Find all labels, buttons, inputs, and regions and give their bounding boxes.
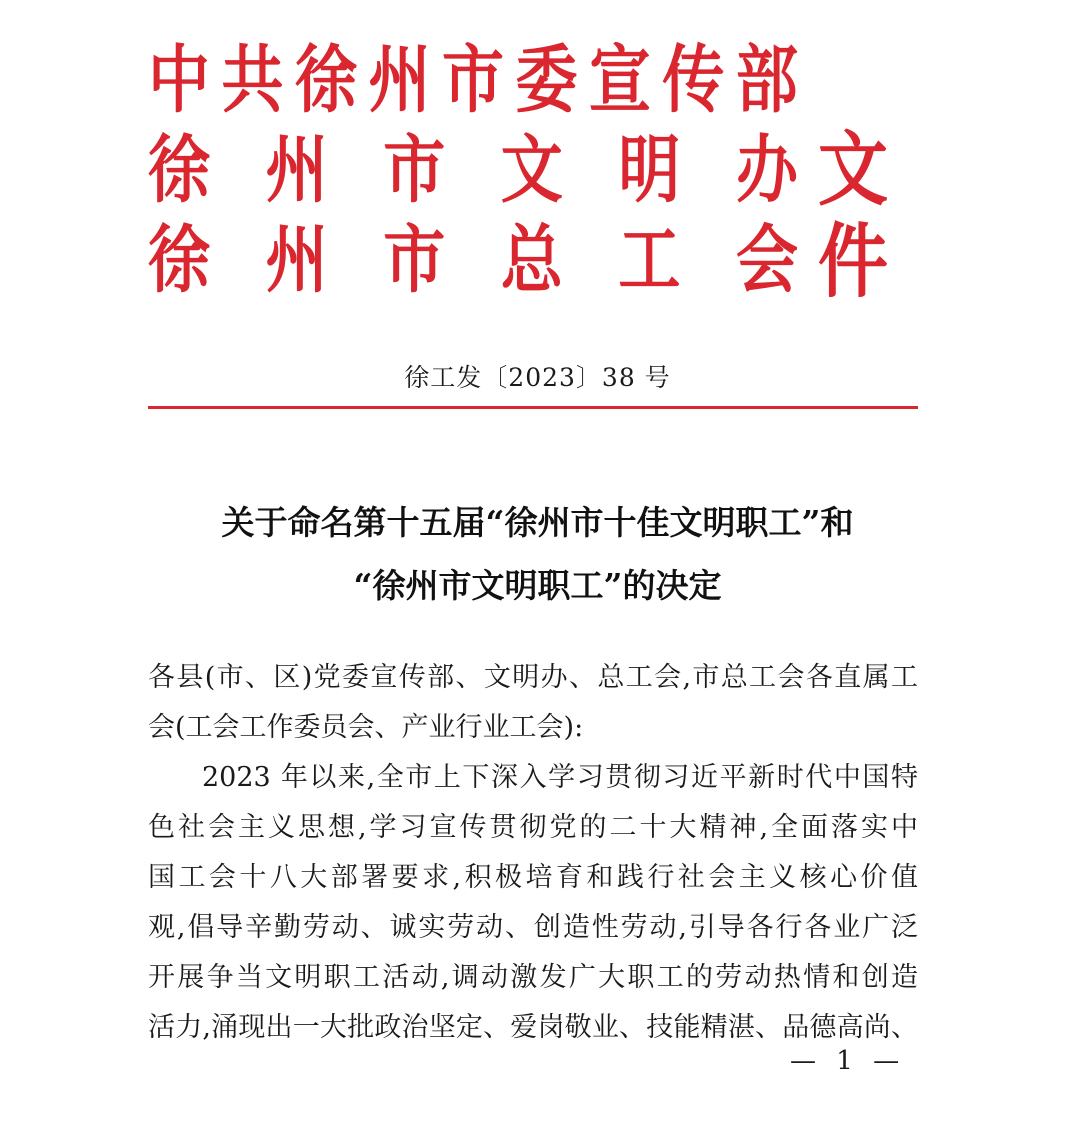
body-line: 国工会十八大部署要求,积极培育和践行社会主义核心价值 xyxy=(148,862,918,893)
masthead-char: 共 xyxy=(221,36,284,123)
masthead-char: 总 xyxy=(500,216,563,303)
masthead-char: 办 xyxy=(735,126,798,213)
masthead-char: 徐 xyxy=(294,36,357,123)
masthead-char: 市 xyxy=(441,36,504,123)
masthead-char: 中 xyxy=(148,36,211,123)
masthead-char: 州 xyxy=(265,216,328,303)
masthead-char: 州 xyxy=(265,126,328,213)
masthead-line-2 xyxy=(148,126,798,213)
masthead-char: 州 xyxy=(368,36,431,123)
body-line: 会(工会工作委员会、产业行业工会): xyxy=(148,712,584,743)
masthead-char: 会 xyxy=(735,216,798,303)
body-line: 色社会主义思想,学习宣传贯彻党的二十大精神,全面落实中 xyxy=(148,812,918,843)
document-title-line-1: 关于命名第十五届“徐州市十佳文明职工”和 xyxy=(221,503,854,542)
document-title-line-2: “徐州市文明职工”的决定 xyxy=(353,566,722,605)
page-number: — 1 — xyxy=(790,1046,906,1076)
masthead-line-3 xyxy=(148,216,798,303)
document-number: 徐工发〔2023〕38 号 xyxy=(404,363,671,392)
masthead-char: 市 xyxy=(383,126,446,213)
masthead-char: 明 xyxy=(618,126,681,213)
masthead-char: 文 xyxy=(500,126,563,213)
masthead-char: 市 xyxy=(383,216,446,303)
body-line: 各县(市、区)党委宣传部、文明办、总工会,市总工会各直属工 xyxy=(148,662,918,693)
body-line: 开展争当文明职工活动,调动激发广大职工的劳动热情和创造 xyxy=(148,962,918,993)
masthead-char: 徐 xyxy=(148,216,211,303)
masthead-char: 传 xyxy=(662,36,725,123)
body-line: 活力,涌现出一大批政治坚定、爱岗敬业、技能精湛、品德高尚、 xyxy=(148,1012,918,1043)
body-line: 2023 年以来,全市上下深入学习贯彻习近平新时代中国特 xyxy=(202,762,918,793)
masthead-char: 部 xyxy=(735,36,798,123)
masthead-char: 工 xyxy=(618,216,681,303)
masthead-char: 委 xyxy=(515,36,578,123)
masthead-suffix: 文件 xyxy=(818,121,890,310)
body-line: 观,倡导辛勤劳动、诚实劳动、创造性劳动,引导各行各业广泛 xyxy=(148,912,918,943)
red-divider xyxy=(148,406,918,409)
masthead-char: 徐 xyxy=(148,126,211,213)
masthead-char: 宣 xyxy=(588,36,651,123)
masthead-line-1 xyxy=(148,36,798,123)
